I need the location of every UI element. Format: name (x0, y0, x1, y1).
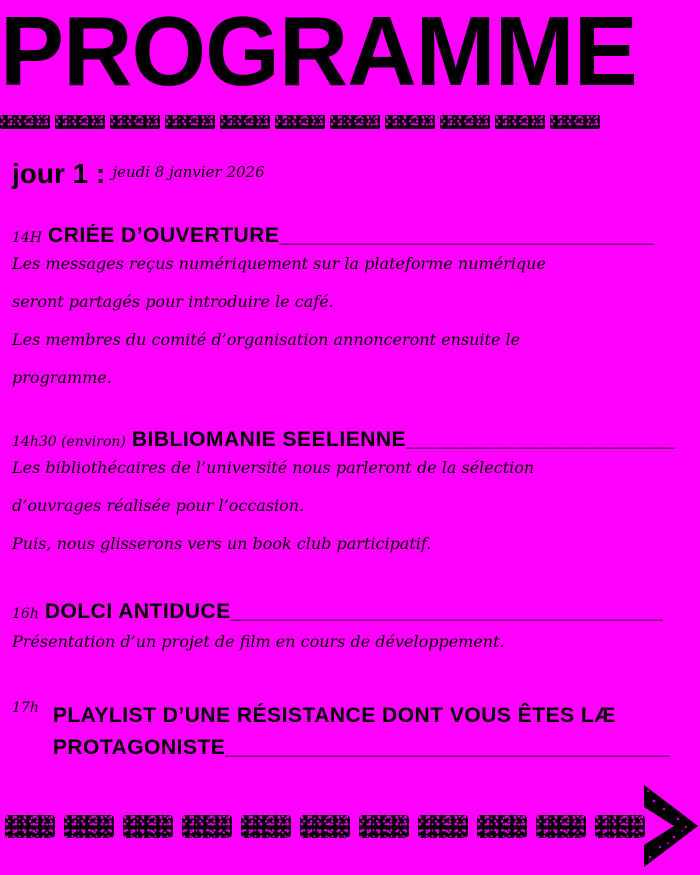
dash (110, 115, 160, 129)
session-title: BIBLIOMANIE SEELIENNE (131, 428, 407, 451)
day-label: jour 1 : (12, 158, 106, 189)
session-rule: ______________________________________ (225, 736, 670, 759)
dash (418, 815, 468, 838)
dash (123, 815, 173, 838)
description-line: Les messages reçus numériquement sur la plateforme numérique (12, 254, 546, 273)
dash (495, 115, 545, 129)
dash (595, 815, 645, 838)
dash (440, 115, 490, 129)
dash (55, 115, 105, 129)
session-time: 16h (12, 606, 39, 622)
dash (5, 815, 55, 838)
dash (536, 815, 586, 838)
session-opening (12, 224, 700, 397)
description-line: Les membres du comité d’organisation annonceront ensuite le (12, 330, 521, 349)
dash (385, 115, 435, 129)
dash (0, 115, 50, 129)
session-time: 14H (12, 230, 43, 246)
session-title-line: PLAYLIST D’UNE RÉSISTANCE DONT VOUS ÊTES LÆ (52, 704, 616, 727)
dash (64, 815, 114, 838)
description-line: d’ouvrages réalisée pour l’occasion. (12, 496, 305, 515)
session-bibliomanie (12, 428, 700, 563)
session-title: CRIÉE D’OUVERTURE (48, 224, 280, 247)
dash (330, 115, 380, 129)
session-title: DOLCI ANTIDUCE (44, 600, 231, 623)
session-dolci-antiduce (12, 600, 700, 661)
session-description (12, 623, 700, 661)
session-title-block (53, 700, 669, 764)
bottom-dash-divider (5, 815, 645, 838)
session-playlist (12, 700, 700, 764)
description-line: Puis, nous glisserons vers un book club participatif. (12, 534, 432, 553)
chevron-right-icon[interactable] (640, 783, 700, 869)
session-title-text: PROTAGONISTE (52, 736, 226, 759)
session-rule: _______________________ (406, 428, 675, 451)
dash (220, 115, 270, 129)
dash (182, 815, 232, 838)
description-line: programme. (12, 368, 112, 387)
top-dash-divider (0, 115, 600, 129)
day-date: jeudi 8 janvier 2026 (112, 163, 265, 181)
description-line: Les bibliothécaires de l’université nous parleront de la sélection (12, 458, 535, 477)
session-description (12, 245, 700, 397)
session-rule: ________________________________ (279, 224, 654, 247)
description-line: seront partagés pour introduire le café. (12, 292, 334, 311)
session-header (12, 700, 700, 764)
description-line: Présentation d’un projet de film en cours de développement. (12, 632, 505, 651)
page-title: PROGRAMME (0, 0, 637, 106)
session-title-line (53, 732, 669, 764)
dash (477, 815, 527, 838)
dash (275, 115, 325, 129)
dash (241, 815, 291, 838)
dash (300, 815, 350, 838)
dash (165, 115, 215, 129)
session-description (12, 449, 700, 563)
day-heading (12, 158, 265, 190)
session-rule: _____________________________________ (230, 600, 663, 623)
dash (550, 115, 600, 129)
dash (359, 815, 409, 838)
session-time: 17h (12, 700, 39, 716)
session-time: 14h30 (environ) (12, 434, 126, 450)
session-header (12, 600, 700, 624)
